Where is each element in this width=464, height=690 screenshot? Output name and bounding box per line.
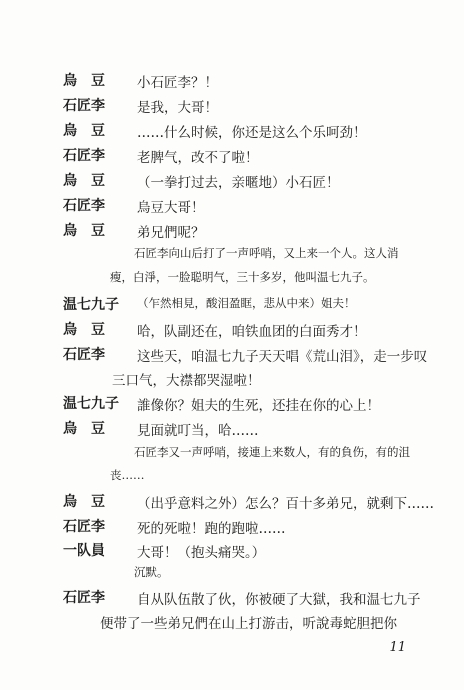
dialogue-text: 見面就叮当，哈…… [137,423,259,439]
speaker-name: 温七九子 [63,297,119,313]
dialogue-text: （乍然相見，酸泪盈眶，悲从中来）姐夫！ [137,296,356,310]
speaker-name: 烏 豆 [63,123,105,139]
dialogue-text: （出乎意料之外）怎么？百十多弟兄，就剩下…… [137,496,434,512]
speaker-name: 石匠李 [63,198,105,214]
dialogue-text: 三口气，大襟都哭湿啦！ [112,373,261,389]
speaker-name: 温七九子 [63,396,119,412]
dialogue-text: 誰像你？姐夫的生死，还挂在你的心上！ [137,398,380,414]
stage-direction-line: 石匠李向山后打了一声呼哨，又上来一个人。这人消 [134,246,399,260]
speaker-name: 石匠李 [63,519,105,535]
dialogue-text: 小石匠李？！ [137,75,218,91]
dialogue-text: 死的死啦！跑的跑啦…… [137,521,286,537]
dialogue-text: 大哥！（抱头痛哭。） [137,545,266,561]
dialogue-text: 弟兄們呢？ [137,225,205,241]
speaker-name: 烏 豆 [63,322,105,338]
speaker-name: 石匠李 [63,590,105,606]
page-number: 11 [389,640,406,655]
speaker-name: 一队員 [63,543,105,559]
dialogue-text: 老脾气，改不了啦！ [137,150,259,166]
stage-direction-line: 石匠李又一声呼哨，接連上来数人，有的負伤，有的沮 [134,445,410,459]
speaker-name: 烏 豆 [63,223,105,239]
dialogue-text: 烏豆大哥！ [137,200,205,216]
dialogue-text: 这些天，咱温七九子天天唱《荒山泪》，走一步叹 [137,349,428,365]
speaker-name: 石匠李 [63,148,105,164]
speaker-name: 石匠李 [63,347,105,363]
stage-direction-line: 瘦，白淨，一脸聪明气，三十多岁，他叫温七九子。 [110,270,375,284]
dialogue-text: 便带了一些弟兄們在山上打游击，听說毒蛇胆把你 [100,616,397,632]
dialogue-text: 哈，队副还在，咱铁血团的白面秀才！ [137,324,367,340]
dialogue-text: （一拳打过去，亲暱地）小石匠！ [137,175,340,191]
stage-direction-line: 沉默。 [134,565,169,579]
stage-direction-line: 丧…… [110,468,145,482]
dialogue-text: 自从队伍散了伙，你被硬了大獄，我和温七九子 [137,592,421,608]
speaker-name: 烏 豆 [63,173,105,189]
dialogue-text: 是我，大哥！ [137,100,218,116]
speaker-name: 烏 豆 [63,73,105,89]
speaker-name: 烏 豆 [63,421,105,437]
speaker-name: 烏 豆 [63,494,105,510]
dialogue-text: ……什么时候，你还是这么个乐呵劲！ [137,125,367,141]
speaker-name: 石匠李 [63,98,105,114]
